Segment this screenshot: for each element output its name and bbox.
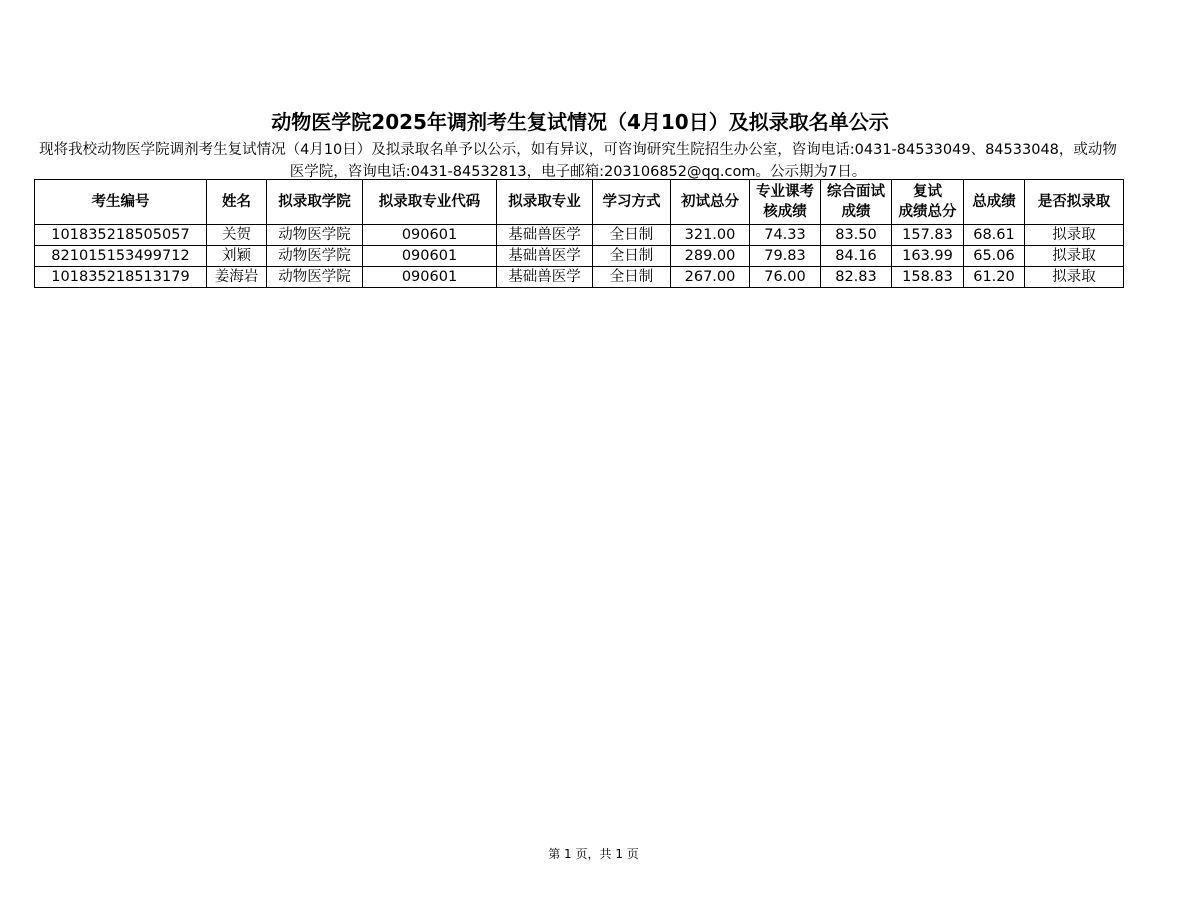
cell-interview-score: 83.50 bbox=[821, 225, 892, 246]
document-title: 动物医学院2025年调剂考生复试情况（4月10日）及拟录取名单公示 bbox=[271, 110, 889, 134]
cell-college: 动物医学院 bbox=[267, 246, 363, 267]
cell-total-score: 68.61 bbox=[964, 225, 1025, 246]
header-initial-total: 初试总分 bbox=[671, 180, 750, 225]
cell-retest-total: 157.83 bbox=[892, 225, 964, 246]
cell-major-code: 090601 bbox=[363, 267, 497, 288]
cell-college: 动物医学院 bbox=[267, 225, 363, 246]
cell-college: 动物医学院 bbox=[267, 267, 363, 288]
cell-study-mode: 全日制 bbox=[593, 225, 671, 246]
cell-name: 刘颖 bbox=[207, 246, 267, 267]
cell-admitted: 拟录取 bbox=[1025, 267, 1124, 288]
header-retest-total bbox=[892, 180, 964, 225]
cell-retest-total: 158.83 bbox=[892, 267, 964, 288]
header-interview-score bbox=[821, 180, 892, 225]
cell-admitted: 拟录取 bbox=[1025, 225, 1124, 246]
table-row bbox=[35, 246, 1124, 267]
page-footer: 第 1 页，共 1 页 bbox=[548, 847, 639, 861]
header-candidate-id: 考生编号 bbox=[35, 180, 207, 225]
cell-major: 基础兽医学 bbox=[497, 267, 593, 288]
cell-retest-total: 163.99 bbox=[892, 246, 964, 267]
header-admitted: 是否拟录取 bbox=[1025, 180, 1124, 225]
cell-study-mode: 全日制 bbox=[593, 267, 671, 288]
cell-major: 基础兽医学 bbox=[497, 225, 593, 246]
table-row bbox=[35, 267, 1124, 288]
cell-professional-score: 74.33 bbox=[750, 225, 821, 246]
header-professional-score-line1: 专业课考 bbox=[756, 184, 814, 200]
admission-table bbox=[34, 179, 1124, 288]
header-retest-total-line2: 成绩总分 bbox=[898, 204, 957, 220]
table-header-row bbox=[35, 180, 1124, 225]
header-major: 拟录取专业 bbox=[497, 180, 593, 225]
cell-total-score: 65.06 bbox=[964, 246, 1025, 267]
cell-name: 关贺 bbox=[207, 225, 267, 246]
header-interview-score-line1: 综合面试 bbox=[827, 184, 885, 200]
header-professional-score-line2: 核成绩 bbox=[763, 204, 807, 220]
header-professional-score bbox=[750, 180, 821, 225]
cell-professional-score: 76.00 bbox=[750, 267, 821, 288]
cell-admitted: 拟录取 bbox=[1025, 246, 1124, 267]
cell-initial-total: 289.00 bbox=[671, 246, 750, 267]
cell-initial-total: 321.00 bbox=[671, 225, 750, 246]
notice-paragraph: 现将我校动物医学院调剂考生复试情况（4月10日）及拟录取名单予以公示，如有异议，可咨询研究生院招生办公室，咨询电话:0431-84533049、84533048，或动物医学院，咨询电话:0431-84532813，电子邮箱:203106852@qq.com。公示期为7日。 bbox=[39, 142, 1117, 179]
cell-major: 基础兽医学 bbox=[497, 246, 593, 267]
cell-interview-score: 84.16 bbox=[821, 246, 892, 267]
header-college: 拟录取学院 bbox=[267, 180, 363, 225]
header-retest-total-line1: 复试 bbox=[913, 184, 942, 200]
cell-professional-score: 79.83 bbox=[750, 246, 821, 267]
cell-candidate-id: 101835218505057 bbox=[35, 225, 207, 246]
header-name: 姓名 bbox=[207, 180, 267, 225]
table-row bbox=[35, 225, 1124, 246]
cell-total-score: 61.20 bbox=[964, 267, 1025, 288]
header-total-score: 总成绩 bbox=[964, 180, 1025, 225]
header-study-mode: 学习方式 bbox=[593, 180, 671, 225]
cell-name: 姜海岩 bbox=[207, 267, 267, 288]
cell-initial-total: 267.00 bbox=[671, 267, 750, 288]
cell-major-code: 090601 bbox=[363, 246, 497, 267]
header-interview-score-line2: 成绩 bbox=[841, 204, 871, 220]
cell-candidate-id: 101835218513179 bbox=[35, 267, 207, 288]
header-major-code: 拟录取专业代码 bbox=[363, 180, 497, 225]
cell-major-code: 090601 bbox=[363, 225, 497, 246]
cell-interview-score: 82.83 bbox=[821, 267, 892, 288]
cell-candidate-id: 821015153499712 bbox=[35, 246, 207, 267]
cell-study-mode: 全日制 bbox=[593, 246, 671, 267]
